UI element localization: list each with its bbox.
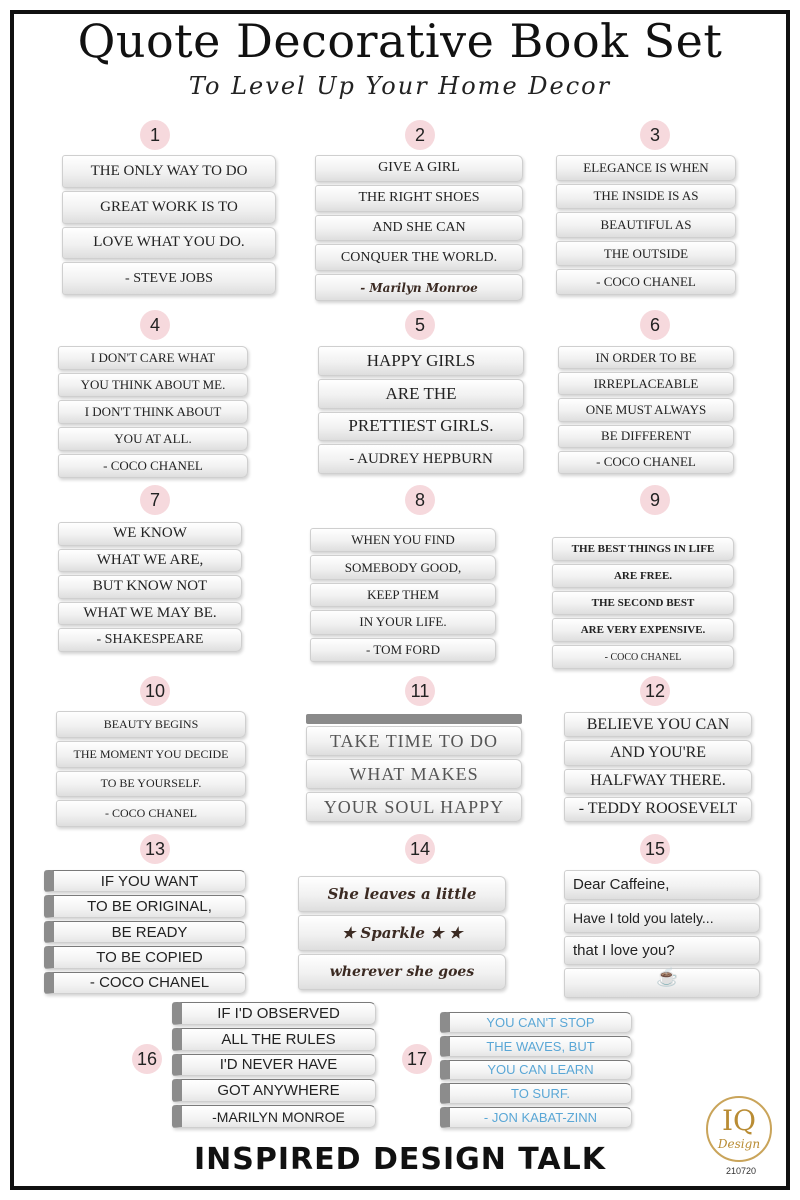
book-spine: YOU AT ALL. — [58, 427, 248, 451]
book-spine: TO SURF. — [440, 1083, 632, 1104]
coffee-cup-icon: ☕ — [656, 967, 679, 987]
book-spine: CONQUER THE WORLD. — [315, 244, 523, 271]
set-number-5: 5 — [405, 310, 435, 340]
set-number-14: 14 — [405, 834, 435, 864]
book-stack-17[interactable] — [440, 1012, 632, 1128]
book-spine: HAPPY GIRLS — [318, 346, 524, 376]
book-spine: BE READY — [44, 921, 246, 943]
logo-initials: IQ — [721, 1104, 756, 1137]
set-number-12: 12 — [640, 676, 670, 706]
book-spine: WE KNOW — [58, 522, 242, 546]
book-spine: THE MOMENT YOU DECIDE — [56, 741, 246, 768]
book-spine: ★ Sparkle ★ ★ — [298, 915, 506, 951]
book-spine: She leaves a little — [298, 876, 506, 912]
set-number-11: 11 — [405, 676, 435, 706]
book-spine: IF YOU WANT — [44, 870, 246, 892]
book-spine: IN ORDER TO BE — [558, 346, 734, 369]
book-spine: BELIEVE YOU CAN — [564, 712, 752, 737]
book-spine: ARE THE — [318, 379, 524, 409]
book-spine: ONE MUST ALWAYS — [558, 398, 734, 421]
book-spine: GOT ANYWHERE — [172, 1079, 376, 1102]
book-spine: - STEVE JOBS — [62, 262, 276, 295]
book-stack-16[interactable] — [172, 1002, 376, 1128]
book-spine: I DON'T CARE WHAT — [58, 346, 248, 370]
book-stack-1[interactable] — [62, 155, 276, 295]
image-code: 210720 — [725, 1166, 757, 1176]
book-spine: I DON'T THINK ABOUT — [58, 400, 248, 424]
book-spine: Have I told you lately... — [564, 903, 760, 933]
book-stack-2[interactable] — [315, 155, 523, 301]
book-spine: THE SECOND BEST — [552, 591, 734, 615]
book-spine: I'D NEVER HAVE — [172, 1054, 376, 1077]
book-spine: PRETTIEST GIRLS. — [318, 412, 524, 442]
book-spine: - COCO CHANEL — [558, 451, 734, 474]
book-spine: AND SHE CAN — [315, 215, 523, 242]
book-spine: - SHAKESPEARE — [58, 628, 242, 652]
book-spine: KEEP THEM — [310, 583, 496, 607]
book-stack-4[interactable] — [58, 346, 248, 478]
set-number-17: 17 — [402, 1044, 432, 1074]
book-spine: - AUDREY HEPBURN — [318, 444, 524, 474]
book-spine: AND YOU'RE — [564, 740, 752, 765]
book-spine: ARE FREE. — [552, 564, 734, 588]
book-spine: wherever she goes — [298, 954, 506, 990]
book-spine: THE ONLY WAY TO DO — [62, 155, 276, 188]
book-spine: WHEN YOU FIND — [310, 528, 496, 552]
set-number-1: 1 — [140, 120, 170, 150]
book-spine: HALFWAY THERE. — [564, 769, 752, 794]
page-subtitle: To Level Up Your Home Decor — [188, 72, 612, 100]
book-stack-6[interactable] — [558, 346, 734, 474]
book-stack-11[interactable] — [306, 726, 522, 822]
set-number-4: 4 — [140, 310, 170, 340]
book-spine: ARE VERY EXPENSIVE. — [552, 618, 734, 642]
book-spine: SOMEBODY GOOD, — [310, 555, 496, 579]
book-stack-5[interactable] — [318, 346, 524, 474]
book-spine: THE RIGHT SHOES — [315, 185, 523, 212]
book-spine: ALL THE RULES — [172, 1028, 376, 1051]
book-stack-3[interactable] — [556, 155, 736, 295]
book-spine: -MARILYN MONROE — [172, 1105, 376, 1128]
book-spine: BUT KNOW NOT — [58, 575, 242, 599]
set-number-13: 13 — [140, 834, 170, 864]
book-spine: - TOM FORD — [310, 638, 496, 662]
book-spine: WHAT MAKES — [306, 759, 522, 789]
set-number-2: 2 — [405, 120, 435, 150]
book-spine: BEAUTIFUL AS — [556, 212, 736, 238]
book-spine: THE OUTSIDE — [556, 241, 736, 267]
book-spine: YOUR SOUL HAPPY — [306, 792, 522, 822]
brand-logo[interactable] — [706, 1096, 772, 1162]
book-spine: ELEGANCE IS WHEN — [556, 155, 736, 181]
book-spine: YOU CAN LEARN — [440, 1060, 632, 1081]
book-spine: - TEDDY ROOSEVELT — [564, 797, 752, 822]
book-spine: TO BE COPIED — [44, 946, 246, 968]
brand-name: INSPIRED DESIGN TALK — [193, 1142, 607, 1177]
book-spine: - Marilyn Monroe — [315, 274, 523, 301]
book-spine: WHAT WE MAY BE. — [58, 602, 242, 626]
book-stack-8[interactable] — [310, 528, 496, 662]
book-spine: - COCO CHANEL — [58, 454, 248, 478]
book-spine: TAKE TIME TO DO — [306, 726, 522, 756]
book-spine: TO BE YOURSELF. — [56, 771, 246, 798]
book-spine: GREAT WORK IS TO — [62, 191, 276, 224]
book-spine: IF I'D OBSERVED — [172, 1002, 376, 1025]
book-spine: - COCO CHANEL — [44, 972, 246, 994]
book-spine: THE WAVES, BUT — [440, 1036, 632, 1057]
set-number-8: 8 — [405, 485, 435, 515]
book-stack-9[interactable] — [552, 537, 734, 669]
book-spine: THE BEST THINGS IN LIFE — [552, 537, 734, 561]
book-spine: - COCO CHANEL — [556, 269, 736, 295]
book-spine: that I love you? — [564, 936, 760, 966]
book-spine: BE DIFFERENT — [558, 425, 734, 448]
book-stack-14[interactable] — [298, 876, 506, 990]
book-spine: - COCO CHANEL — [56, 800, 246, 827]
book-spine: LOVE WHAT YOU DO. — [62, 227, 276, 260]
book-spine: TO BE ORIGINAL, — [44, 895, 246, 917]
book-stack-12[interactable] — [564, 712, 752, 822]
set-number-15: 15 — [640, 834, 670, 864]
book-spine: - COCO CHANEL — [552, 645, 734, 669]
set-number-3: 3 — [640, 120, 670, 150]
book-stack-10[interactable] — [56, 711, 246, 827]
set-number-7: 7 — [140, 485, 170, 515]
book-spine: BEAUTY BEGINS — [56, 711, 246, 738]
book-stack-7[interactable] — [58, 522, 242, 652]
set-number-9: 9 — [640, 485, 670, 515]
set-number-10: 10 — [140, 676, 170, 706]
book-spine: YOU CAN'T STOP — [440, 1012, 632, 1033]
book-spine: - JON KABAT-ZINN — [440, 1107, 632, 1128]
logo-word: Design — [717, 1137, 761, 1151]
book-spine: Dear Caffeine, — [564, 870, 760, 900]
book-spine: IN YOUR LIFE. — [310, 610, 496, 634]
book-spine: IRREPLACEABLE — [558, 372, 734, 395]
page-title: Quote Decorative Book Set — [77, 14, 723, 68]
book-stack-13[interactable] — [44, 870, 246, 994]
set-number-16: 16 — [132, 1044, 162, 1074]
book-spine: GIVE A GIRL — [315, 155, 523, 182]
book-spine: THE INSIDE IS AS — [556, 184, 736, 210]
book-spine: YOU THINK ABOUT ME. — [58, 373, 248, 397]
set-number-6: 6 — [640, 310, 670, 340]
book-stack-11-cover — [306, 714, 522, 724]
book-spine: WHAT WE ARE, — [58, 549, 242, 573]
